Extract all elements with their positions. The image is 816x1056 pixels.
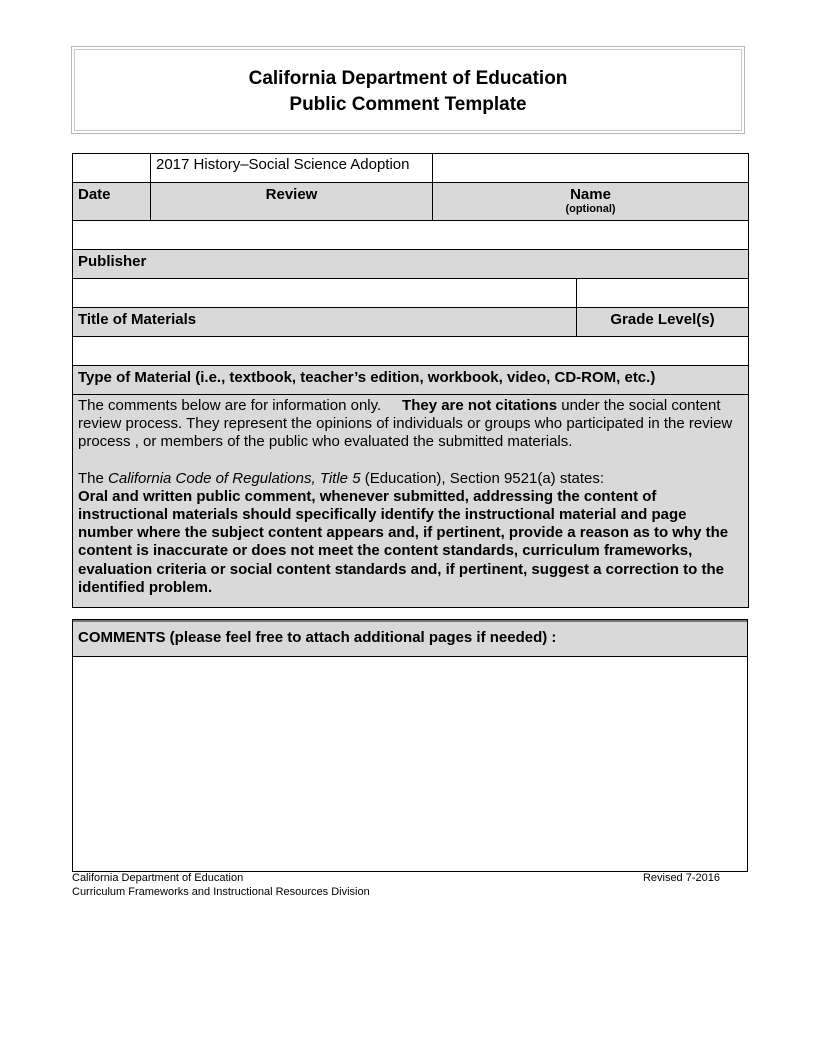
notice-rest: under the social content review process. They represent the opinions of individuals or groups who participated in the review process , or members of the public who evaluated the submitted materials. [78, 397, 733, 451]
code-title: California Code of Regulations, Title 5 [108, 469, 361, 487]
adoption-name: 2017 History–Social Science Adoption [151, 154, 433, 183]
name-label: Name [570, 186, 611, 203]
form-table [72, 153, 749, 608]
notice-bold: They are not citations [402, 397, 558, 414]
review-label: Review [151, 183, 433, 221]
comments-label: COMMENTS (please feel free to attach additional pages if needed) : [73, 620, 747, 657]
publisher-label: Publisher [73, 250, 749, 279]
title-label: Title of Materials [73, 308, 577, 337]
code-suffix: (Education), Section 9521(a) states: [364, 469, 605, 487]
header-title: California Department of Education [248, 68, 568, 89]
material-type-label: Type of Material (i.e., textbook, teacher’s edition, workbook, video, CD-ROM, etc.) [73, 366, 749, 395]
regulation-text: Oral and written public comment, whenever submitted, addressing the content of instructional materials should specifically identify the instructional material and page number where the subject content appears and, if pertinent, provide a reason as to why the content is inaccurate or does not meet the content standards, curriculum frameworks, evaluation criteria or social content standards and, if pertinent, suggest a correction to the identified problem. [78, 487, 729, 596]
document-header [71, 46, 745, 134]
information-notice [73, 395, 749, 608]
grade-label: Grade Level(s) [577, 308, 749, 337]
footer-revised: Revised 7-2016 [642, 872, 720, 884]
footer-division: Curriculum Frameworks and Instructional Resources Division [72, 886, 370, 898]
publisher-input[interactable] [73, 279, 577, 308]
code-prefix: The [78, 469, 104, 487]
notice-intro: The comments below are for information only. [78, 397, 382, 414]
date-review-name-input[interactable] [73, 221, 749, 250]
submission-form [72, 153, 748, 608]
code-citation [78, 470, 743, 488]
page-footer [72, 871, 720, 899]
publisher-side-input[interactable] [577, 279, 749, 308]
adoption-blank-cell [73, 154, 151, 183]
date-label: Date [73, 183, 151, 221]
name-optional-note: (optional) [565, 203, 616, 215]
footer-org: California Department of Education [72, 872, 244, 884]
header-subtitle: Public Comment Template [289, 94, 527, 115]
name-header [433, 183, 749, 221]
title-grade-input[interactable] [73, 337, 749, 366]
notice-paragraph [78, 397, 743, 452]
comments-input[interactable] [73, 657, 747, 869]
comments-section [72, 619, 748, 872]
notice-gap [78, 452, 743, 470]
adoption-extra-cell [433, 154, 749, 183]
